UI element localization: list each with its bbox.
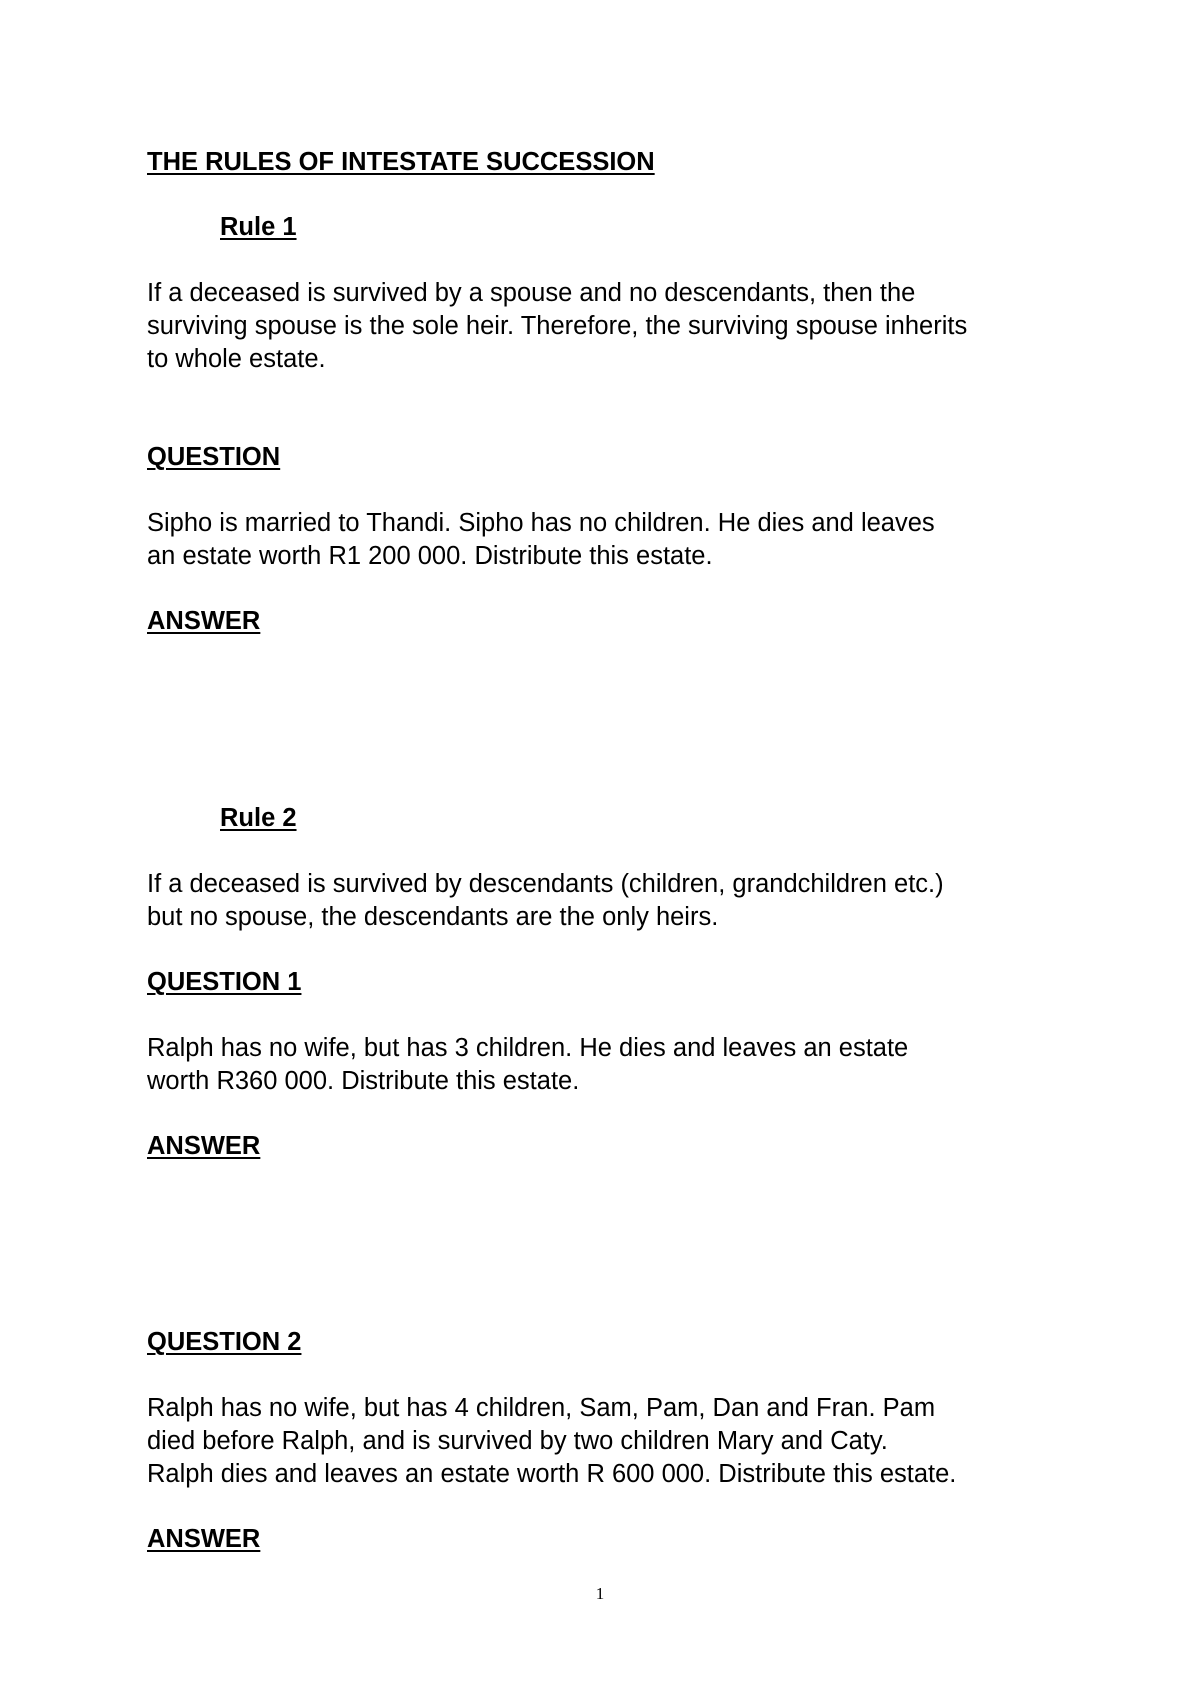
rule-2-text-line: but no spouse, the descendants are the only heirs. — [147, 903, 719, 931]
rule-1-text-line: surviving spouse is the sole heir. Therefore, the surviving spouse inherits — [147, 312, 968, 340]
rule-1-question-text — [147, 507, 1077, 573]
rule-2-question-1-line: worth R360 000. Distribute this estate. — [147, 1067, 580, 1095]
rule-1-text-line: If a deceased is survived by a spouse and no descendants, then the — [147, 279, 916, 307]
rule-2-question-1-heading: QUESTION 1 — [147, 968, 302, 996]
rule-2-question-1-line: Ralph has no wife, but has 3 children. He dies and leaves an estate — [147, 1034, 909, 1062]
page-number: 1 — [595, 1584, 605, 1603]
rule-2-question-2-line: died before Ralph, and is survived by two children Mary and Caty. — [147, 1427, 888, 1455]
rule-1-answer-heading: ANSWER — [147, 607, 261, 635]
rule-2-heading: Rule 2 — [220, 804, 297, 832]
rule-1-question-line: an estate worth R1 200 000. Distribute this estate. — [147, 542, 713, 570]
rule-1-question-line: Sipho is married to Thandi. Sipho has no children. He dies and leaves — [147, 509, 935, 537]
rule-2-text — [147, 868, 1077, 934]
rule-1-text-line: to whole estate. — [147, 345, 326, 373]
rule-2-question-1-text — [147, 1032, 1077, 1098]
rule-2-answer-1-heading: ANSWER — [147, 1132, 261, 1160]
rule-1-heading: Rule 1 — [220, 213, 297, 241]
rule-2-answer-2-heading: ANSWER — [147, 1525, 261, 1553]
rule-1-text — [147, 277, 1077, 376]
rule-2-question-2-line: Ralph has no wife, but has 4 children, Sam, Pam, Dan and Fran. Pam — [147, 1394, 936, 1422]
rule-1-question-heading: QUESTION — [147, 443, 281, 471]
document-title: THE RULES OF INTESTATE SUCCESSION — [147, 148, 655, 176]
rule-2-question-2-line: Ralph dies and leaves an estate worth R 600 000. Distribute this estate. — [147, 1460, 957, 1488]
rule-2-question-2-heading: QUESTION 2 — [147, 1328, 302, 1356]
rule-2-question-2-text — [147, 1392, 1077, 1491]
rule-2-text-line: If a deceased is survived by descendants (children, grandchildren etc.) — [147, 870, 944, 898]
